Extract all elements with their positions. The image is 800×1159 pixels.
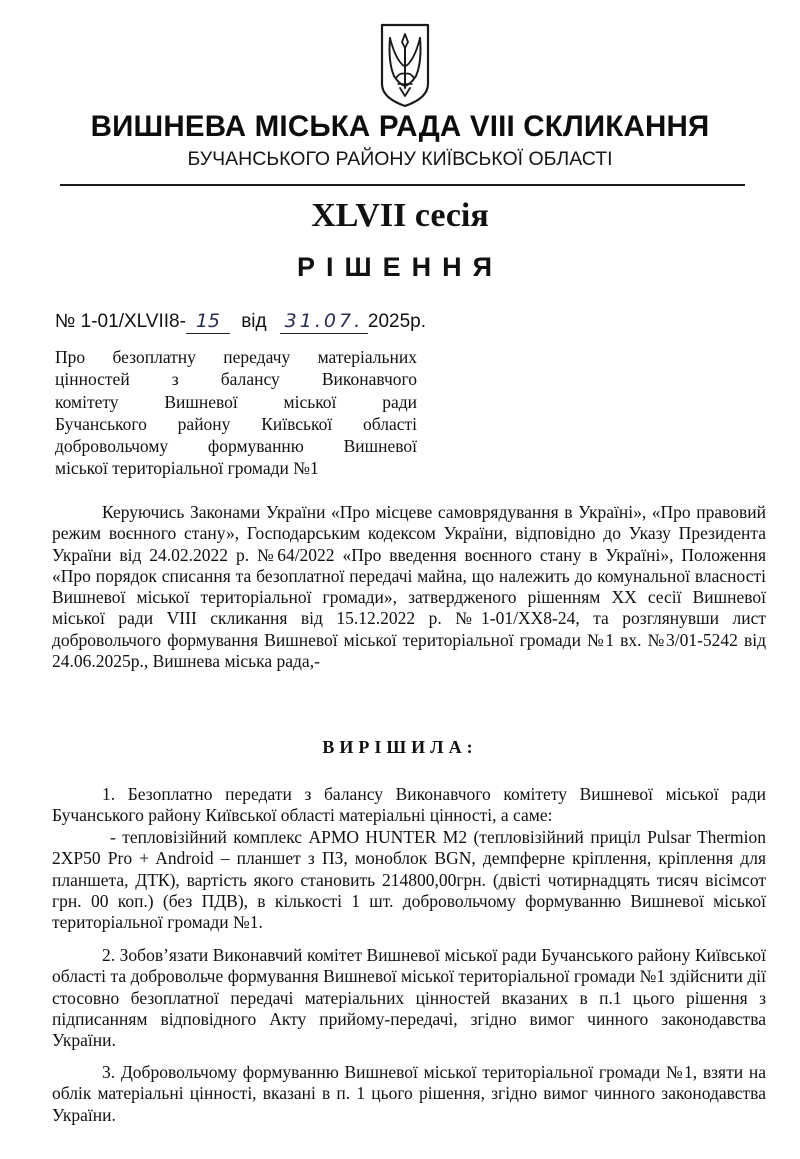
- subject-line: цінностей з балансу Виконавчого: [55, 369, 417, 390]
- session-title: XLVII сесія: [311, 197, 489, 234]
- year-suffix: 2025р.: [367, 311, 427, 332]
- subject-line: міської територіальної громади №1: [55, 458, 319, 479]
- preamble-paragraph: Керуючись Законами України «Про місцеве самоврядування в Україні», «Про правовий режим воєнного стану», Господарським кодексом України, відповідно до Указу Президента України від 24.02.2022 р. №64/2022 «Про введення воєнного стану в Україні», Положення «Про порядок списання та безоплатної передачі майна, що належить до комунальної власності Вишневої міської територіальної громади», затвердженого рішенням XX сесії Вишневої міської ради VIII скликання від 15.12.2022 р. №1-01/XX8-24, та розглянувши лист добровольчого формування Вишневої міської територіальної громади №1 вх. №3/01-5242 від 24.06.2025р., Вишнева міська рада,-: [52, 502, 766, 672]
- subject-line: Бучанського району Київської області: [55, 413, 417, 434]
- council-name: ВИШНЕВА МІСЬКА РАДА VIII СКЛИКАННЯ: [90, 110, 710, 143]
- date-label: від: [241, 311, 267, 332]
- date-field: [280, 310, 368, 334]
- document-type: РІШЕННЯ: [296, 252, 504, 282]
- resolved-heading: ВИРІШИЛА:: [322, 737, 478, 757]
- subject-line: добровольчому формуванню Вишневої: [55, 436, 417, 457]
- date-handwritten: 31.07.: [284, 310, 364, 332]
- item-1-paragraph: 1. Безоплатно передати з балансу Виконавчого комітету Вишневої міської ради Бучанського району Київської області матеріальні цінності, а саме:: [52, 784, 766, 826]
- decision-number-line: [55, 310, 426, 334]
- item-3-paragraph: 3. Добровольчому формуванню Вишневої міської територіальної громади №1, взяти на облік матеріальні цінності, вказані в п. 1 цього рішення, згідно вимог чинного законодавства України.: [52, 1062, 766, 1125]
- district-name: БУЧАНСЬКОГО РАЙОНУ КИЇВСЬКОЇ ОБЛАСТІ: [187, 148, 613, 170]
- decision-number-prefix: № 1-01/XLVII8-: [55, 311, 186, 332]
- decision-subject: [55, 346, 417, 480]
- subject-line: Про безоплатну передачу матеріальних: [55, 347, 417, 367]
- item-2-paragraph: 2. Зобов’язати Виконавчий комітет Вишневої міської ради Бучанського району Київської області та добровольче формування Вишневої міської територіальної громади №1 здійснити дії стосовно безоплатної передачі матеріальних цінностей вказаних в п.1 цього рішення з підписанням відповідного Акту прийому-передачі, згідно вимог чинного законодавства України.: [52, 945, 766, 1051]
- decision-number-field: [186, 310, 230, 334]
- item-1-details: - тепловізійний комплекс АРМО HUNTER M2 (тепловізійний приціл Pulsar Thermion 2XP50 Pro + Android – планшет з ПЗ, моноблок BGN, демпферне кріплення, кріплення для планшета, ДТК), вартість якого становить 214800,00грн. (двісті чотирнадцять тисяч вісімсот грн. 00 коп.) (без ПДВ), в кількості 1 шт. добровольчому формуванню Вишневої міської територіальної громади №1.: [52, 827, 766, 933]
- decision-number-handwritten: 15: [195, 310, 221, 332]
- coat-of-arms-icon: [378, 22, 432, 108]
- header-divider: [60, 184, 745, 186]
- subject-line: комітету Вишневої міської ради: [55, 391, 417, 412]
